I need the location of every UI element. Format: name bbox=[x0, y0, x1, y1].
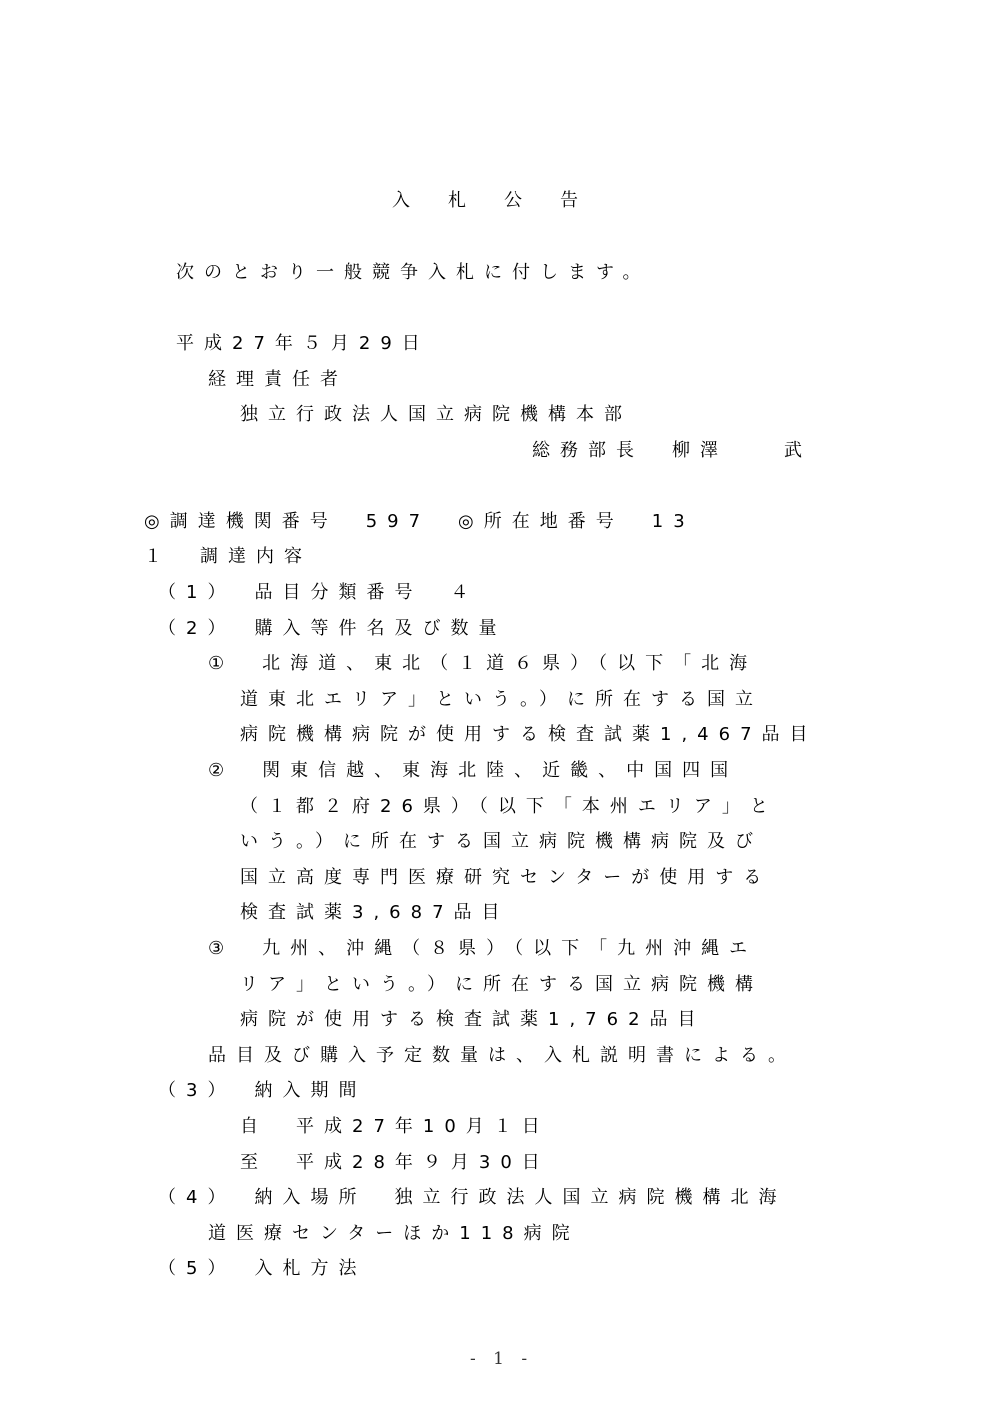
delivery-place-cont: 道医療センターほか118病院 bbox=[208, 1223, 580, 1244]
item-classification: （1） 品目分類番号 ４ bbox=[158, 582, 479, 603]
delivery-period-from: 自 平成27年10月１日 bbox=[240, 1116, 550, 1137]
item-delivery-period: （3） 納入期間 bbox=[158, 1080, 367, 1101]
area2-line: 検査試薬3,687品目 bbox=[240, 902, 510, 923]
intro-text: 次のとおり一般競争入札に付します。 bbox=[176, 262, 651, 283]
issuer-organization: 独立行政法人国立病院機構本部 bbox=[240, 404, 632, 425]
procurement-codes: ◎調達機関番号 597 ◎所在地番号 13 bbox=[144, 511, 695, 532]
section-heading: １ 調達内容 bbox=[144, 546, 312, 567]
item-purchase-name: （2） 購入等件名及び数量 bbox=[158, 618, 507, 639]
area2-line: （１都２府26県）（以下「本州エリア」と bbox=[240, 796, 778, 817]
area2-line: いう。）に所在する国立病院機構病院及び bbox=[240, 831, 763, 852]
issuer-person: 総務部長 柳澤 武 bbox=[532, 440, 812, 461]
area2-line: ② 関東信越、東海北陸、近畿、中国四国 bbox=[208, 760, 739, 781]
quantity-note: 品目及び購入予定数量は、入札説明書による。 bbox=[208, 1045, 796, 1066]
issuer-role: 経理責任者 bbox=[208, 369, 348, 390]
area1-line: ① 北海道、東北（１道６県）（以下「北海 bbox=[208, 653, 758, 674]
area1-line: 病院機構病院が使用する検査試薬1,467品目 bbox=[240, 724, 818, 745]
area3-line: リア」という。）に所在する国立病院機構 bbox=[240, 974, 763, 995]
delivery-period-to: 至 平成28年９月30日 bbox=[240, 1152, 550, 1173]
area3-line: 病院が使用する検査試薬1,762品目 bbox=[240, 1009, 706, 1030]
item-delivery-place: （4） 納入場所 独立行政法人国立病院機構北海 bbox=[158, 1187, 787, 1208]
area2-line: 国立高度専門医療研究センターが使用する bbox=[240, 867, 772, 888]
area1-line: 道東北エリア」という。）に所在する国立 bbox=[240, 689, 763, 710]
area3-line: ③ 九州、沖縄（８県）（以下「九州沖縄エ bbox=[208, 938, 758, 959]
document-title: 入札公告 bbox=[392, 190, 616, 211]
item-bid-method: （5） 入札方法 bbox=[158, 1258, 367, 1279]
page-number: - 1 - bbox=[470, 1349, 534, 1369]
notice-date: 平成27年５月29日 bbox=[176, 333, 430, 354]
